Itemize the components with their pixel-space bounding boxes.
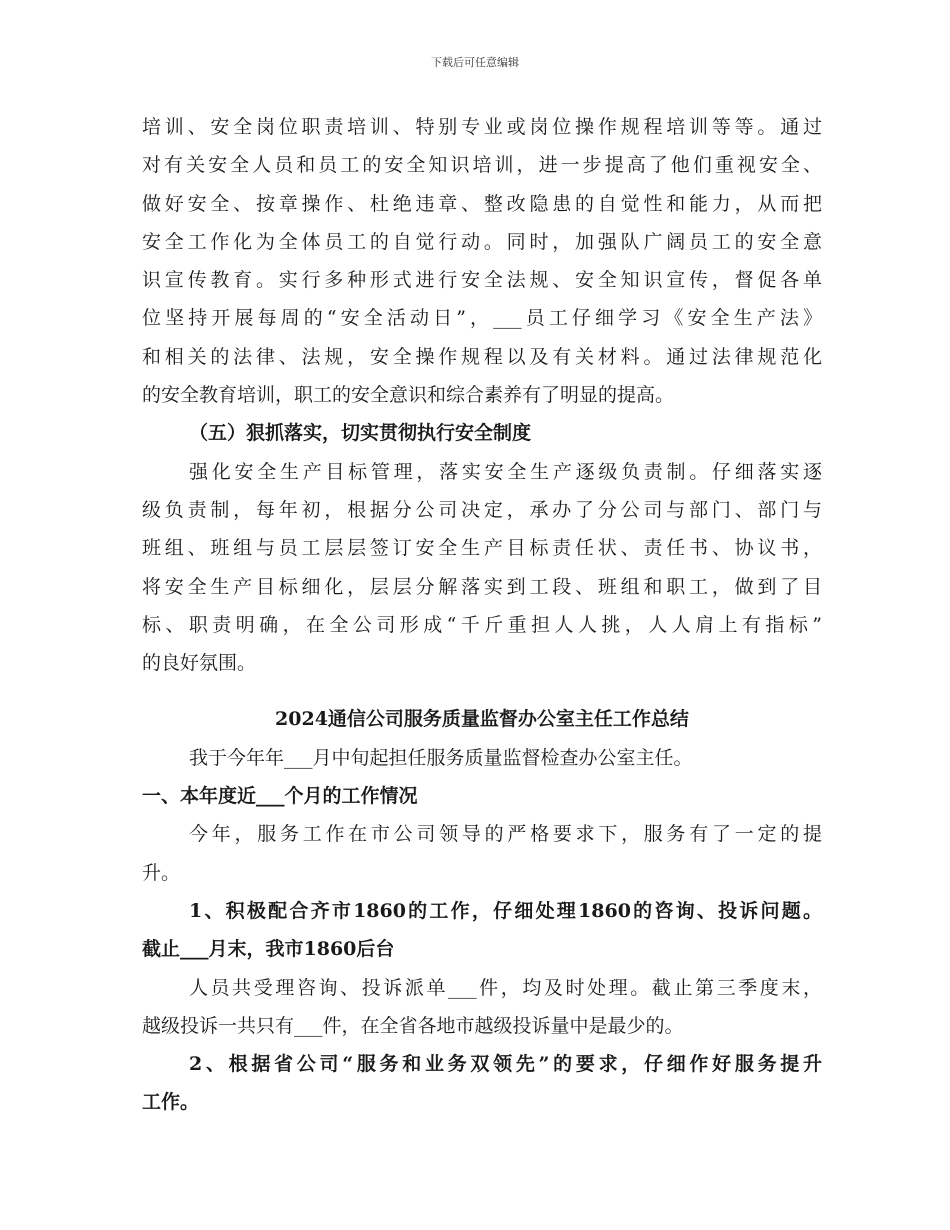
section-safety-training — [142, 108, 822, 682]
paragraph-line: 的良好氛围。 — [142, 652, 257, 675]
paragraph-line: 位坚持开展每周的“安全活动日”，___员工仔细学习《安全生产法》 — [142, 307, 822, 330]
section-heading: （五）狠抓落实，切实贯彻执行安全制度 — [189, 422, 532, 445]
paragraph-line: 培训、安全岗位职责培训、特别专业或岗位操作规程培训等等。通过 — [142, 116, 822, 138]
paragraph-line: 识宣传教育。实行多种形式进行安全法规、安全知识宣传，督促各单 — [142, 269, 822, 292]
paragraph-line: 越级投诉一共只有___件，在全省各地市越级投诉量中是最少的。 — [142, 1014, 684, 1037]
section-heading: 截止___月末，我市1860后台 — [142, 938, 395, 961]
paragraph-line: 强化安全生产目标管理，落实安全生产逐级负责制。仔细落实逐 — [189, 460, 822, 483]
paragraph-line: 升。 — [142, 861, 181, 884]
paragraph-line: 今年，服务工作在市公司领导的严格要求下，服务有了一定的提 — [189, 823, 822, 846]
paragraph-line: 和相关的法律、法规，安全操作规程以及有关材料。通过法律规范化 — [142, 345, 822, 368]
document-body — [142, 108, 822, 1122]
paragraph-line: 级负责制，每年初，根据分公司决定，承办了分公司与部门、部门与 — [142, 498, 822, 521]
paragraph-line: 标、职责明确，在全公司形成“千斤重担人人挑，人人肩上有指标” — [142, 613, 822, 636]
paragraph-line: 将安全生产目标细化，层层分解落实到工段、班组和职工，做到了目 — [142, 575, 822, 598]
section-heading: 2、根据省公司“服务和业务双领先”的要求，仔细作好服务提升 — [189, 1053, 822, 1076]
section-heading: 一、本年度近___个月的工作情况 — [142, 785, 418, 808]
section-heading: 工作。 — [142, 1091, 200, 1114]
paragraph-line: 做好安全、按章操作、杜绝违章、整改隐患的自觉性和能力，从而把 — [142, 192, 822, 215]
paragraph-line: 对有关安全人员和员工的安全知识培训，进一步提高了他们重视安全、 — [142, 154, 822, 177]
paragraph-line: 安全工作化为全体员工的自觉行动。同时，加强队广阔员工的安全意 — [142, 230, 822, 253]
page-header: 下载后可任意编辑 — [431, 56, 519, 69]
section-work-summary — [142, 739, 822, 1122]
section-heading: 1、积极配合齐市1860的工作，仔细处理1860的咨询、投诉问题。 — [189, 899, 822, 922]
paragraph-line: 班组、班组与员工层层签订安全生产目标责任状、责任书、协议书， — [142, 537, 822, 560]
document-title: 2024通信公司服务质量监督办公室主任工作总结 — [275, 708, 689, 731]
paragraph-line: 的安全教育培训，职工的安全意识和综合素养有了明显的提高。 — [142, 384, 675, 407]
paragraph-line: 人员共受理咨询、投诉派单___件，均及时处理。截止第三季度末， — [189, 976, 822, 999]
paragraph-line: 我于今年年___月中旬起担任服务质量监督检查办公室主任。 — [189, 746, 693, 769]
